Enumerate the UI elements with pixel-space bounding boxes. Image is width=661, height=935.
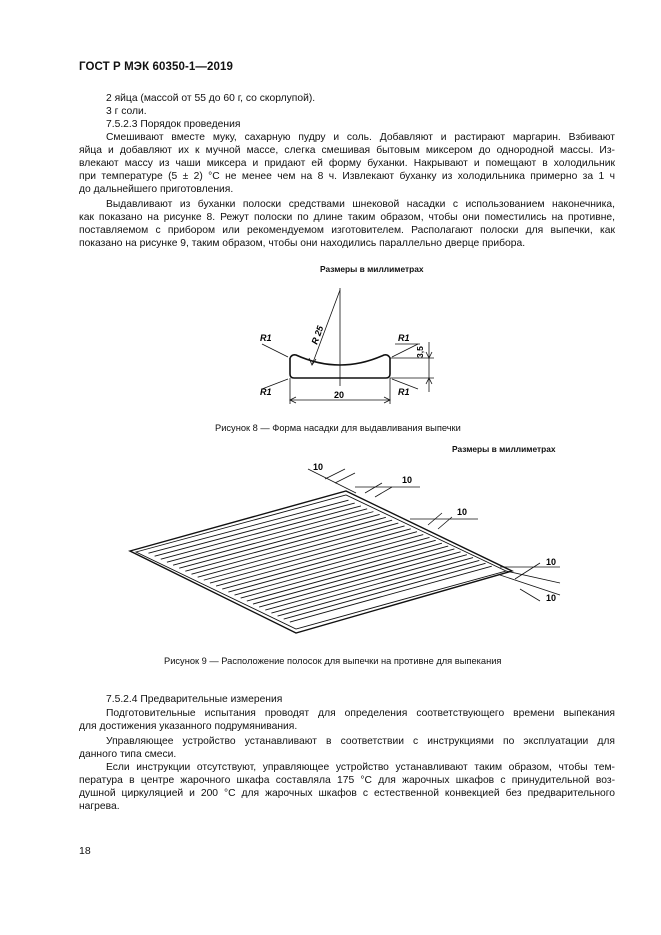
figure8-label-r25: R 25 [309, 324, 326, 346]
paragraph-line: как показано на рисунке 8. Режут полоски по длине таким образом, чтобы они поместились на противне, [79, 212, 615, 223]
section-heading-7524: 7.5.2.4 Предварительные измерения [106, 694, 283, 705]
paragraph-line: Выдавливают из буханки полоски средствами шнековой насадки с использованием наконечника, [106, 199, 615, 210]
figure8-label-r1: R1 [398, 387, 410, 397]
paragraph-line: Подготовительные испытания проводят для определения соответствующего времени выпекания [106, 708, 615, 719]
paragraph-line: яйца и добавляют их к мучной массе, слегка смешивая бытовым миксером до однородной массы. Из- [79, 145, 615, 156]
paragraph-line: до дальнейшего приготовления. [79, 184, 234, 195]
figure9-dimensions-note: Размеры в миллиметрах [452, 444, 556, 454]
figure9-dim-label: 10 [546, 557, 557, 567]
figure8-caption: Рисунок 8 — Форма насадки для выдавливания выпечки [215, 423, 461, 433]
paragraph-line: нагрева. [79, 801, 120, 812]
figure8-label-height: 3,5 [415, 346, 425, 358]
ingredient-eggs: 2 яйца (массой от 55 до 60 г, со скорлупой). [106, 93, 316, 104]
baking-strip-edge [278, 560, 480, 616]
paragraph-line: данного типа смеси. [79, 749, 177, 760]
figure9-dim-label: 10 [546, 593, 557, 603]
baking-strip-edge [216, 532, 417, 586]
paragraph-line: для достижения указанного подрумянивания. [79, 721, 298, 732]
figure8-label-r1: R1 [260, 333, 272, 343]
baking-strip-edge [284, 563, 486, 619]
paragraph-line: Если инструкции отсутствуют, управляющее устройство устанавливают таким образом, чтобы тем- [106, 762, 615, 773]
paragraph-line: поставляемом с прибором или рекомендуемом изготовителем. Располагают полоски для выпечки, как [79, 225, 615, 236]
baking-strip-edge [241, 543, 442, 598]
baking-strip-edge [265, 555, 467, 610]
figure8-nozzle-drawing [250, 282, 450, 412]
baking-strip-edge [228, 537, 429, 592]
figure9-caption: Рисунок 9 — Расположение полосок для выпечки на противне для выпекания [164, 656, 502, 666]
section-heading-7523: 7.5.2.3 Порядок проведения [106, 119, 241, 130]
paragraph-line: пература в центре жарочного шкафа составляла 175 °С для жарочных шкафов с принудительной воз- [79, 775, 615, 786]
baking-strip-edge [210, 529, 411, 583]
figure8-label-r1: R1 [260, 387, 272, 397]
baking-strip-edge [271, 558, 473, 614]
paragraph-line: влекают массу из чаши миксера и придают ей форму буханки. Накрывают и помещают в холодильник [79, 158, 615, 169]
document-header: ГОСТ Р МЭК 60350-1—2019 [79, 61, 233, 73]
figure8-dimensions-note: Размеры в миллиметрах [320, 264, 424, 274]
paragraph-line: показано на рисунке 9, таким образом, чтобы они находились параллельно дверце прибора. [79, 238, 526, 249]
baking-strip-edge [222, 535, 423, 590]
paragraph-line: душной циркуляцией и 200 °С для жарочных шкафов с естественной конвекцией без предварительного [79, 788, 615, 799]
figure8-label-r1: R1 [398, 333, 410, 343]
page-number: 18 [79, 845, 91, 857]
figure9-dim-label: 10 [313, 462, 324, 472]
baking-strip-edge [235, 540, 436, 595]
baking-strip-edge [290, 566, 492, 622]
figure8-label-width: 20 [334, 390, 345, 400]
paragraph-line: при температуре (5 ± 2) °С не менее чем на 8 ч. Извлекают буханку из холодильника примерно за 1 ч [79, 171, 615, 182]
figure9-tray-drawing [120, 455, 580, 645]
figure9-dim-label: 10 [457, 507, 468, 517]
baking-strip-edge [247, 546, 448, 601]
ingredient-salt: 3 г соли. [106, 106, 147, 117]
figure9-dim-label: 10 [402, 475, 413, 485]
paragraph-line: Управляющее устройство устанавливают в соответствии с инструкциями по эксплуатации для [106, 736, 615, 747]
baking-strip-edge [259, 552, 461, 607]
paragraph-line: Смешивают вместе муку, сахарную пудру и соль. Добавляют и растирают маргарин. Взбивают [106, 132, 615, 143]
